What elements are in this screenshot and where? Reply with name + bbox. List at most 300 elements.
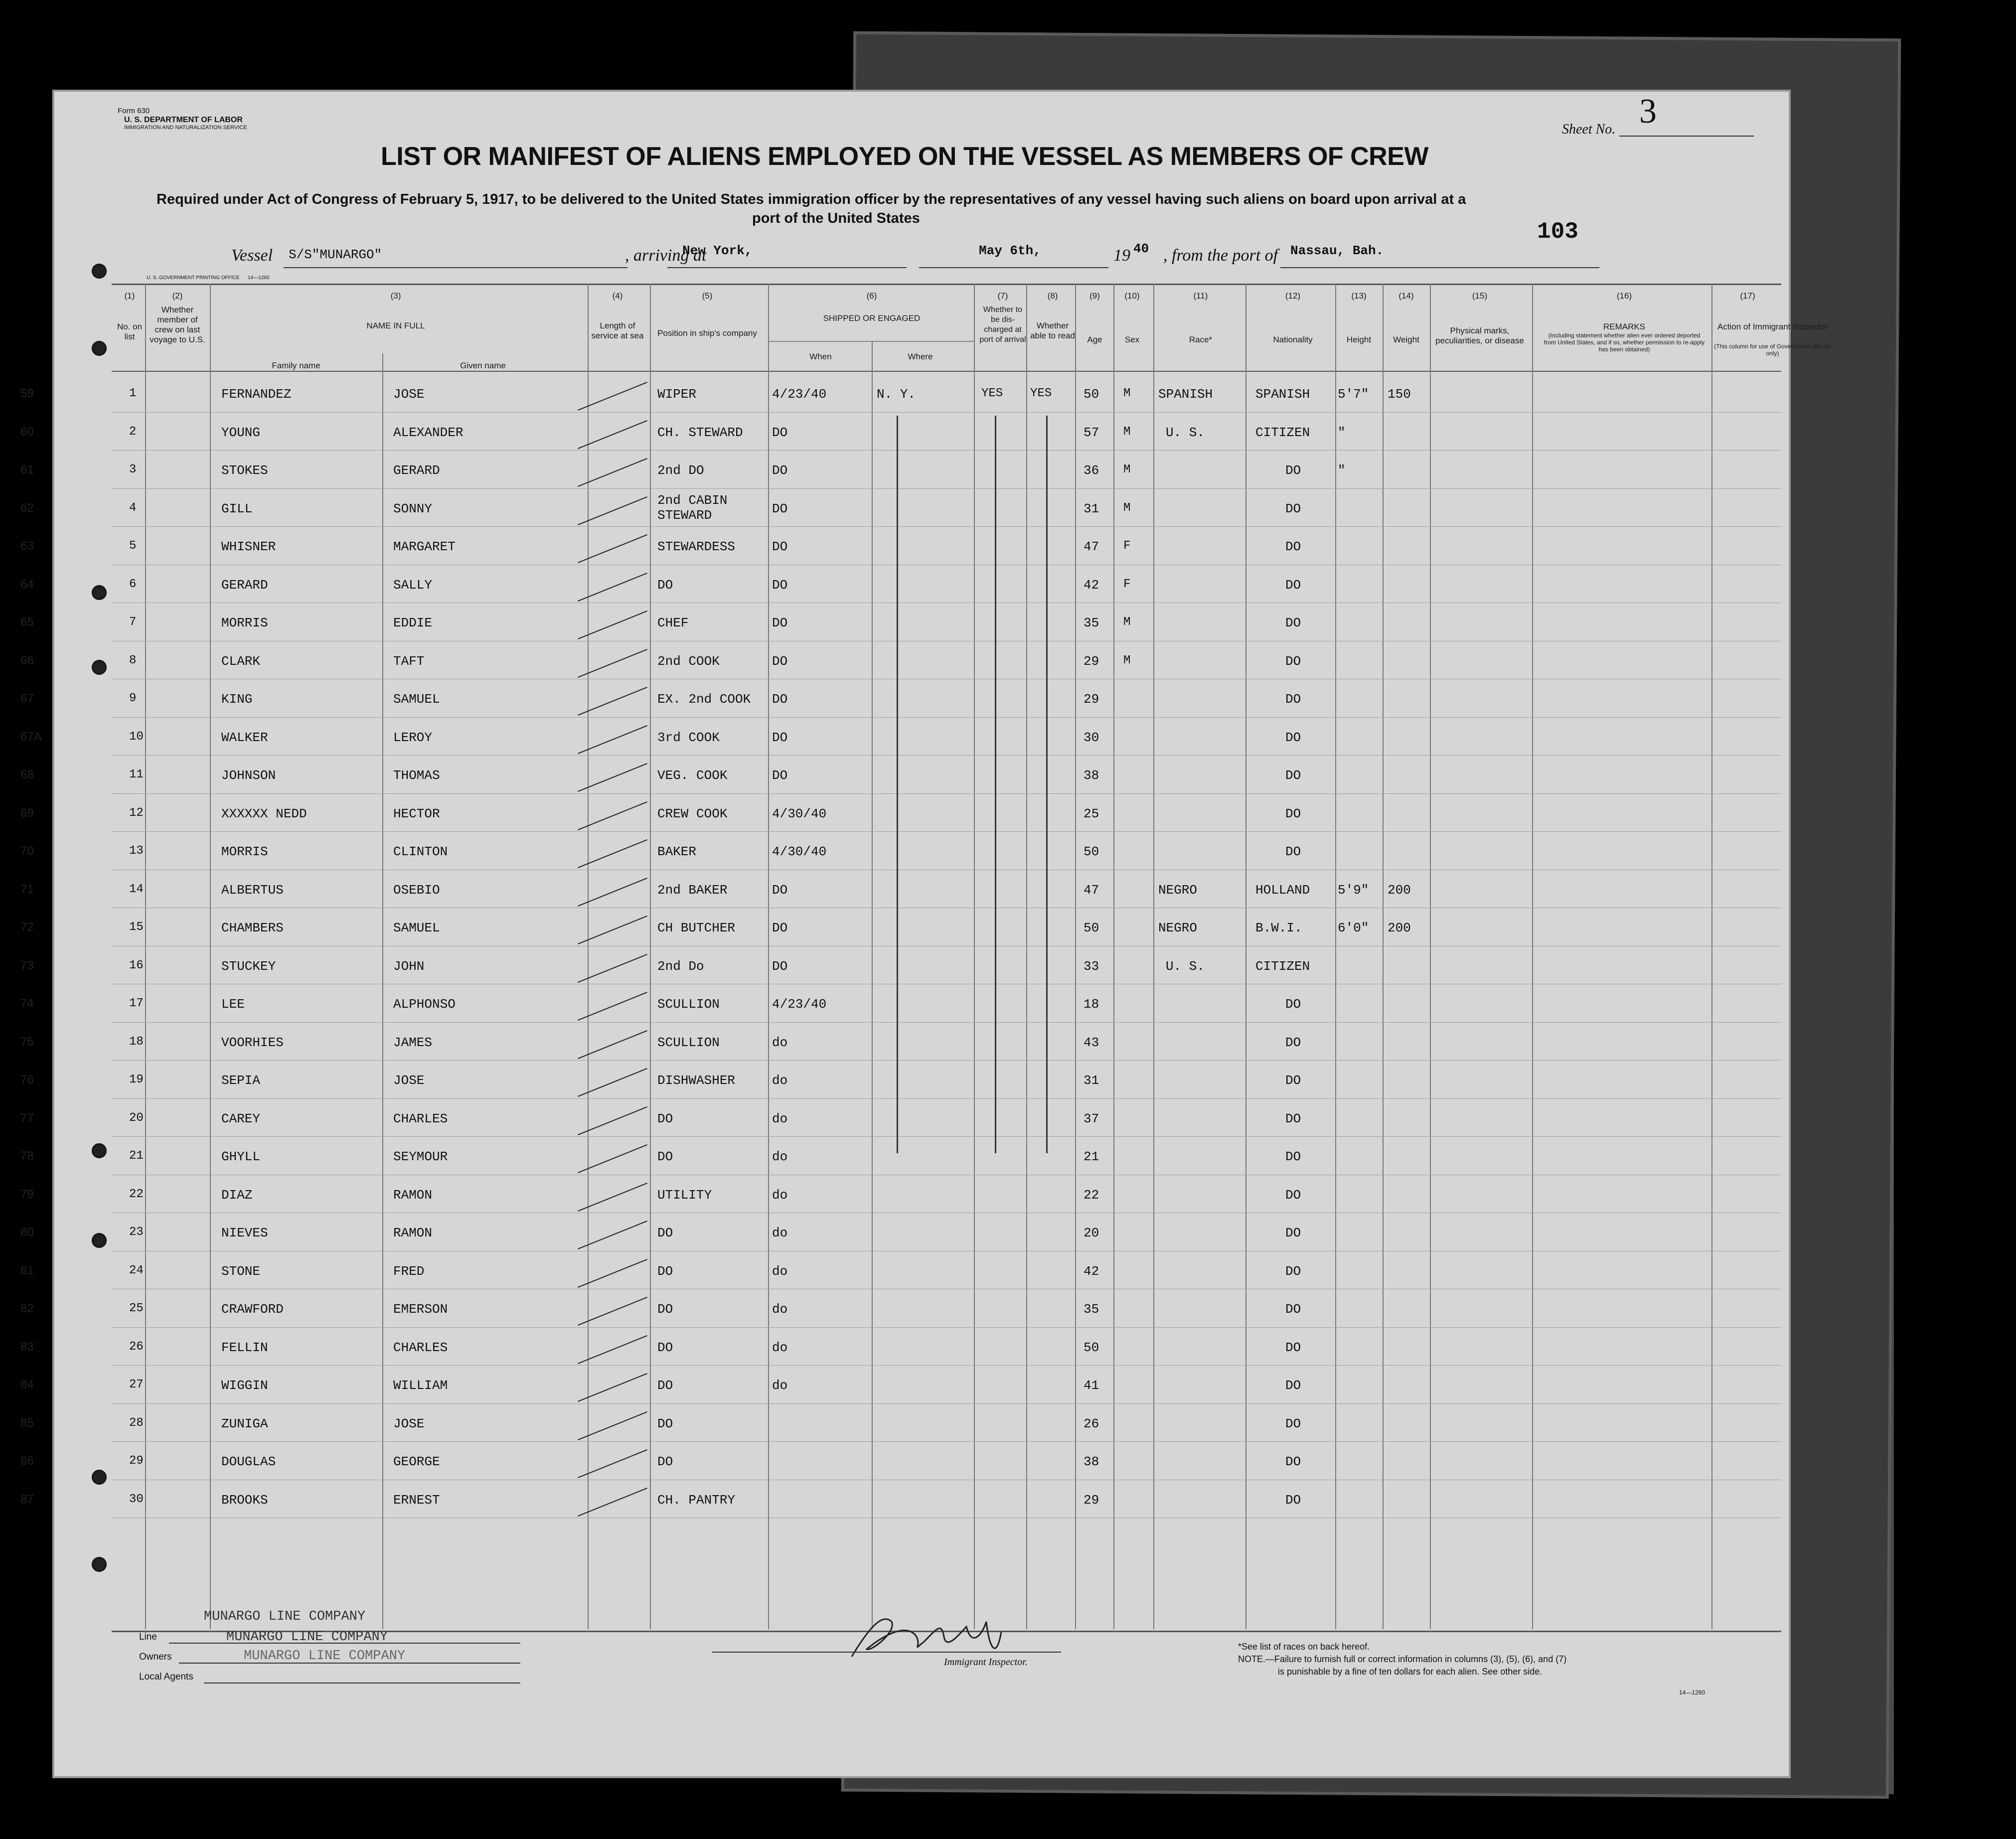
column-number: (11)	[1193, 291, 1208, 301]
given-name: JAMES	[393, 1035, 433, 1050]
fine-note: NOTE.—Failure to furnish full or correct information in columns (3), (5), (6), and (7)	[1238, 1654, 1567, 1664]
age: 29	[1084, 653, 1099, 669]
position: CH. PANTRY	[657, 1492, 736, 1508]
footer-code: 14—1260	[1679, 1689, 1706, 1696]
header-inspector-note: (This column for use of Government officials only)	[1714, 343, 1831, 357]
given-name: JOSE	[393, 387, 425, 402]
row-number: 8	[129, 653, 137, 667]
header-height: Height	[1346, 335, 1372, 344]
position: 2nd CABIN STEWARD	[657, 492, 728, 523]
row-margin-number: 68	[20, 768, 34, 781]
row-rule	[112, 1327, 1781, 1328]
races-note: *See list of races on back hereof.	[1238, 1642, 1370, 1652]
given-name: SAMUEL	[393, 920, 440, 935]
age: 42	[1084, 577, 1099, 593]
binder-hole	[92, 1143, 107, 1158]
position: DO	[657, 1226, 673, 1240]
service: IMMIGRATION AND NATURALIZATION SERVICE	[124, 125, 247, 131]
position: 3rd COOK	[657, 730, 720, 745]
row-number: 5	[129, 539, 137, 553]
row-number: 24	[129, 1263, 144, 1277]
arrival-date: May 6th,	[979, 243, 1041, 258]
nationality: DO	[1285, 1111, 1301, 1126]
position: CHEF	[657, 615, 689, 630]
family-name: DOUGLAS	[221, 1454, 276, 1469]
nationality: DO	[1285, 1149, 1301, 1164]
given-name: ERNEST	[393, 1492, 440, 1508]
row-margin-number: 77	[20, 1111, 34, 1125]
shipped-when: DO	[772, 501, 788, 516]
given-name: CLINTON	[393, 844, 448, 859]
given-name: ALEXANDER	[393, 425, 464, 440]
nationality: DO	[1285, 844, 1301, 859]
position: CH. STEWARD	[657, 425, 743, 440]
column-rule	[1711, 284, 1712, 1629]
row-margin-number: 74	[20, 997, 34, 1010]
position: CREW COOK	[657, 806, 728, 821]
header-nationality: Nationality	[1273, 335, 1313, 344]
row-margin-number: 60	[20, 425, 34, 439]
nationality: B.W.I.	[1255, 920, 1302, 935]
shipped-when: DO	[772, 539, 788, 554]
height: "	[1338, 463, 1346, 478]
row-margin-number: 82	[20, 1302, 34, 1315]
sex: F	[1123, 539, 1131, 553]
row-margin-number: 87	[20, 1492, 34, 1506]
row-margin-number: 72	[20, 920, 34, 934]
column-rule	[974, 284, 975, 1629]
position: DO	[657, 1149, 673, 1164]
row-number: 6	[129, 577, 137, 591]
binder-hole	[92, 660, 107, 675]
row-number: 25	[129, 1302, 144, 1315]
binder-hole	[92, 341, 107, 356]
row-margin-number: 85	[20, 1416, 34, 1430]
row-number: 19	[129, 1073, 144, 1086]
family-name: WALKER	[221, 730, 268, 745]
given-name: RAMON	[393, 1187, 433, 1203]
shipped-when: do	[772, 1111, 788, 1126]
race: NEGRO	[1158, 882, 1198, 898]
row-number: 7	[129, 615, 137, 629]
given-name: SONNY	[393, 501, 433, 516]
fine-note-cont: is punishable by a fine of ten dollars for each alien. See other side.	[1278, 1667, 1543, 1677]
vessel-label: Vessel	[231, 246, 273, 265]
row-margin-number: 70	[20, 844, 34, 858]
shipped-when: do	[772, 1149, 788, 1164]
age: 57	[1084, 425, 1099, 440]
column-number: (5)	[702, 291, 713, 301]
row-rule	[112, 1098, 1781, 1099]
family-name: SEPIA	[221, 1073, 261, 1088]
age: 36	[1084, 463, 1099, 478]
sex: M	[1123, 425, 1131, 439]
position: SCULLION	[657, 997, 720, 1012]
header-when: When	[809, 352, 832, 361]
shipped-when: 4/23/40	[772, 997, 827, 1012]
family-name: STONE	[221, 1263, 261, 1279]
family-name: LEE	[221, 997, 245, 1012]
binder-hole	[92, 585, 107, 600]
age: 31	[1084, 501, 1099, 516]
agents-label: Local Agents	[139, 1672, 193, 1682]
family-name: MORRIS	[221, 615, 268, 630]
sex: M	[1123, 463, 1131, 476]
shipped-when: do	[772, 1340, 788, 1355]
column-number: (17)	[1740, 291, 1755, 301]
column-rule	[210, 284, 211, 1629]
position: DO	[657, 1263, 673, 1279]
nationality: HOLLAND	[1255, 882, 1310, 898]
printer-code: 14—1260	[248, 275, 270, 281]
row-margin-number: 62	[20, 501, 34, 515]
column-number: (6)	[866, 291, 877, 301]
sheet-label: Sheet No.	[1562, 122, 1616, 137]
from-port-label: , from the port of	[1163, 246, 1278, 265]
row-number: 22	[129, 1187, 144, 1201]
nationality: DO	[1285, 615, 1301, 630]
row-number: 30	[129, 1492, 144, 1506]
family-name: DIAZ	[221, 1187, 253, 1203]
row-number: 10	[129, 730, 144, 744]
column-number: (3)	[390, 291, 401, 301]
column-rule	[145, 284, 146, 1629]
column-rule	[872, 341, 873, 1629]
shipped-when: DO	[772, 958, 788, 974]
shipped-when: 4/30/40	[772, 806, 827, 821]
position: EX. 2nd COOK	[657, 692, 751, 707]
age: 47	[1084, 882, 1099, 898]
able-to-read: YES	[1030, 387, 1052, 400]
given-name: CHARLES	[393, 1340, 448, 1355]
line-value: MUNARGO LINE COMPANY	[204, 1609, 366, 1624]
position: DO	[657, 1454, 673, 1469]
column-rule	[1335, 284, 1336, 1629]
row-number: 26	[129, 1340, 144, 1354]
age: 29	[1084, 692, 1099, 707]
age: 41	[1084, 1378, 1099, 1393]
inspector-label: Immigrant Inspector.	[944, 1657, 1028, 1668]
family-name: CAREY	[221, 1111, 261, 1126]
binder-hole	[92, 1233, 107, 1248]
header-physical-marks: Physical marks, peculiarities, or disease	[1435, 326, 1524, 345]
family-name: VOORHIES	[221, 1035, 284, 1050]
row-number: 2	[129, 425, 137, 439]
nationality: DO	[1285, 692, 1301, 707]
given-name: OSEBIO	[393, 882, 440, 898]
nationality: DO	[1285, 768, 1301, 783]
shipped-when: do	[772, 1378, 788, 1393]
height: 6'0"	[1338, 920, 1369, 935]
column-number: (15)	[1472, 291, 1488, 301]
column-number: (9)	[1089, 291, 1100, 301]
row-rule	[112, 412, 1781, 413]
family-name: CHAMBERS	[221, 920, 284, 935]
sex: M	[1123, 615, 1131, 629]
row-rule	[112, 717, 1781, 718]
header-family-name: Family name	[272, 361, 320, 370]
age: 26	[1084, 1416, 1099, 1431]
family-name: CRAWFORD	[221, 1302, 284, 1317]
position: 2nd BAKER	[657, 882, 728, 898]
age: 25	[1084, 806, 1099, 821]
arriving-label: , arriving at	[625, 246, 707, 265]
row-number: 18	[129, 1035, 144, 1049]
age: 47	[1084, 539, 1099, 554]
given-name: SEYMOUR	[393, 1149, 448, 1164]
family-name: XXXXXX NEDD	[221, 806, 307, 821]
column-rule	[768, 284, 769, 1629]
column-number: (7)	[997, 291, 1008, 301]
binder-hole	[92, 1470, 107, 1485]
column-number: (10)	[1124, 291, 1140, 301]
position: UTILITY	[657, 1187, 712, 1203]
subtitle-line-2: port of the United States	[752, 210, 920, 226]
given-name: EMERSON	[393, 1302, 448, 1317]
stamp-number: 103	[1537, 219, 1578, 245]
age: 42	[1084, 1263, 1099, 1279]
column-number: (13)	[1351, 291, 1367, 301]
weight: 200	[1388, 882, 1411, 898]
column-number: (16)	[1616, 291, 1632, 301]
position: DO	[657, 577, 673, 593]
given-name: JOSE	[393, 1073, 425, 1088]
row-margin-number: 76	[20, 1073, 34, 1086]
family-name: KING	[221, 692, 253, 707]
row-margin-number: 69	[20, 806, 34, 820]
nationality: CITIZEN	[1255, 425, 1310, 440]
nationality: CITIZEN	[1255, 958, 1310, 974]
arriving-underline	[667, 267, 907, 268]
header-given-name: Given name	[460, 361, 506, 370]
ditto-line	[1046, 416, 1048, 1153]
given-name: GEORGE	[393, 1454, 440, 1469]
header-inspector-action: Action of Immigrant Inspector	[1717, 322, 1828, 331]
nationality: DO	[1285, 1187, 1301, 1203]
row-number: 20	[129, 1111, 144, 1125]
printer-line	[147, 275, 270, 281]
shipped-when: do	[772, 1187, 788, 1203]
given-name: TAFT	[393, 653, 425, 669]
shipped-when: 4/30/40	[772, 844, 827, 859]
age: 31	[1084, 1073, 1099, 1088]
column-rule	[650, 284, 651, 1629]
shipped-when: DO	[772, 653, 788, 669]
family-name: WIGGIN	[221, 1378, 268, 1393]
column-rule	[1026, 284, 1027, 1629]
nationality: DO	[1285, 463, 1301, 478]
race: U. S.	[1166, 425, 1205, 440]
age: 50	[1084, 844, 1099, 859]
row-margin-number: 67	[20, 692, 34, 705]
row-rule	[112, 1022, 1781, 1023]
given-name: FRED	[393, 1263, 425, 1279]
row-margin-number: 66	[20, 653, 34, 667]
row-margin-number: 67A	[20, 730, 42, 744]
age: 20	[1084, 1226, 1099, 1240]
shipped-when: DO	[772, 882, 788, 898]
row-number: 23	[129, 1226, 144, 1239]
column-rule	[1113, 284, 1114, 1629]
row-margin-number: 86	[20, 1454, 34, 1468]
agents-value: MUNARGO LINE COMPANY	[244, 1649, 406, 1664]
row-margin-number: 61	[20, 463, 34, 476]
row-rule	[112, 526, 1781, 527]
row-number: 27	[129, 1378, 144, 1391]
line-label: Line	[139, 1632, 157, 1642]
row-rule	[112, 488, 1781, 489]
race: SPANISH	[1158, 387, 1213, 402]
row-number: 28	[129, 1416, 144, 1430]
family-name: ZUNIGA	[221, 1416, 268, 1431]
row-rule	[112, 1060, 1781, 1061]
column-rule	[1153, 284, 1154, 1629]
header-position: Position in ship's company	[657, 328, 757, 338]
row-margin-number: 84	[20, 1378, 34, 1391]
position: DISHWASHER	[657, 1073, 736, 1088]
manifest-table	[112, 284, 1781, 1632]
family-name: WHISNER	[221, 539, 276, 554]
department: U. S. DEPARTMENT OF LABOR	[124, 116, 243, 124]
row-rule	[112, 1441, 1781, 1442]
date-underline	[919, 267, 1108, 268]
shipped-when: do	[772, 1226, 788, 1240]
header-shipped-engaged: SHIPPED OR ENGAGED	[823, 313, 921, 323]
row-number: 12	[129, 806, 144, 820]
height: 5'9"	[1338, 882, 1369, 898]
header-no-on-list: No. on list	[117, 322, 143, 341]
printer: U. S. GOVERNMENT PRINTING OFFICE	[147, 275, 240, 281]
owners-value: MUNARGO LINE COMPANY	[226, 1630, 388, 1645]
family-name: ALBERTUS	[221, 882, 284, 898]
header-remarks: REMARKS	[1603, 322, 1646, 331]
nationality: DO	[1285, 653, 1301, 669]
nationality: DO	[1285, 1073, 1301, 1088]
position: WIPER	[657, 387, 697, 402]
row-number: 1	[129, 387, 137, 400]
position: SCULLION	[657, 1035, 720, 1050]
age: 50	[1084, 387, 1099, 402]
shipped-when: DO	[772, 425, 788, 440]
given-name: MARGARET	[393, 539, 456, 554]
family-name: YOUNG	[221, 425, 261, 440]
nationality: DO	[1285, 577, 1301, 593]
age: 38	[1084, 1454, 1099, 1469]
nationality: DO	[1285, 1263, 1301, 1279]
header-subrule	[768, 341, 974, 342]
height: "	[1338, 425, 1346, 440]
row-margin-number: 65	[20, 615, 34, 629]
nationality: DO	[1285, 1340, 1301, 1355]
row-number: 29	[129, 1454, 144, 1468]
shipped-when: do	[772, 1302, 788, 1317]
row-number: 4	[129, 501, 137, 515]
nationality: DO	[1285, 1378, 1301, 1393]
year-prefix: 19	[1113, 246, 1130, 265]
row-number: 11	[129, 768, 144, 781]
sex: M	[1123, 501, 1131, 515]
column-rule	[1075, 284, 1076, 1629]
shipped-where: N. Y.	[877, 387, 916, 402]
family-name: JOHNSON	[221, 768, 276, 783]
nationality: DO	[1285, 1416, 1301, 1431]
header-length-of-service: Length of service at sea	[591, 321, 644, 340]
age: 22	[1084, 1187, 1099, 1203]
given-name: HECTOR	[393, 806, 440, 821]
header-where: Where	[908, 352, 933, 361]
row-number: 21	[129, 1149, 144, 1163]
given-name: RAMON	[393, 1226, 433, 1240]
row-margin-number: 81	[20, 1263, 34, 1277]
shipped-when: do	[772, 1263, 788, 1279]
row-number: 14	[129, 882, 144, 896]
position: DO	[657, 1340, 673, 1355]
discharged: YES	[981, 387, 1003, 400]
row-rule	[112, 793, 1781, 794]
row-margin-number: 83	[20, 1340, 34, 1354]
row-margin-number: 63	[20, 539, 34, 553]
family-name: FERNANDEZ	[221, 387, 292, 402]
weight: 150	[1388, 387, 1411, 402]
age: 21	[1084, 1149, 1099, 1164]
nationality: SPANISH	[1255, 387, 1310, 402]
position: 2nd COOK	[657, 653, 720, 669]
row-number: 16	[129, 958, 144, 972]
column-number: (1)	[124, 291, 135, 301]
nationality: DO	[1285, 806, 1301, 821]
position: STEWARDESS	[657, 539, 736, 554]
given-name: LEROY	[393, 730, 433, 745]
row-number: 9	[129, 692, 137, 705]
row-margin-number: 59	[20, 387, 34, 400]
family-name: GILL	[221, 501, 253, 516]
nationality: DO	[1285, 1035, 1301, 1050]
arriving-port: New York,	[682, 243, 753, 258]
shipped-when: DO	[772, 463, 788, 478]
row-margin-number: 71	[20, 882, 34, 896]
column-rule	[1383, 284, 1384, 1629]
family-name: STUCKEY	[221, 958, 276, 974]
header-name-in-full: NAME IN FULL	[366, 321, 425, 330]
given-name: WILLIAM	[393, 1378, 448, 1393]
header-sex: Sex	[1124, 335, 1140, 344]
nationality: DO	[1285, 1492, 1301, 1508]
column-rule	[1532, 284, 1533, 1629]
sheet-number-underline	[1619, 136, 1754, 137]
given-name: EDDIE	[393, 615, 433, 630]
agents-underline	[204, 1683, 520, 1684]
header-age: Age	[1087, 335, 1102, 344]
family-name: STOKES	[221, 463, 268, 478]
position: VEG. COOK	[657, 768, 728, 783]
row-number: 3	[129, 463, 137, 476]
age: 33	[1084, 958, 1099, 974]
row-margin-number: 64	[20, 577, 34, 591]
race: NEGRO	[1158, 920, 1198, 935]
shipped-when: do	[772, 1073, 788, 1088]
family-name: GERARD	[221, 577, 268, 593]
header-last-voyage: Whether member of crew on last voyage to U.S.	[150, 305, 205, 344]
given-name: THOMAS	[393, 768, 440, 783]
position: CH BUTCHER	[657, 920, 736, 935]
age: 30	[1084, 730, 1099, 745]
subtitle-line-1: Required under Act of Congress of February 5, 1917, to be delivered to the United States immigration officer by the representatives of any vessel having such aliens on board upon arrival at a	[156, 191, 1466, 207]
year-suffix: 40	[1133, 241, 1149, 256]
row-number: 15	[129, 920, 144, 934]
header-race: Race*	[1189, 335, 1213, 344]
given-name: CHARLES	[393, 1111, 448, 1126]
vessel-name: S/S"MUNARGO"	[289, 247, 382, 262]
